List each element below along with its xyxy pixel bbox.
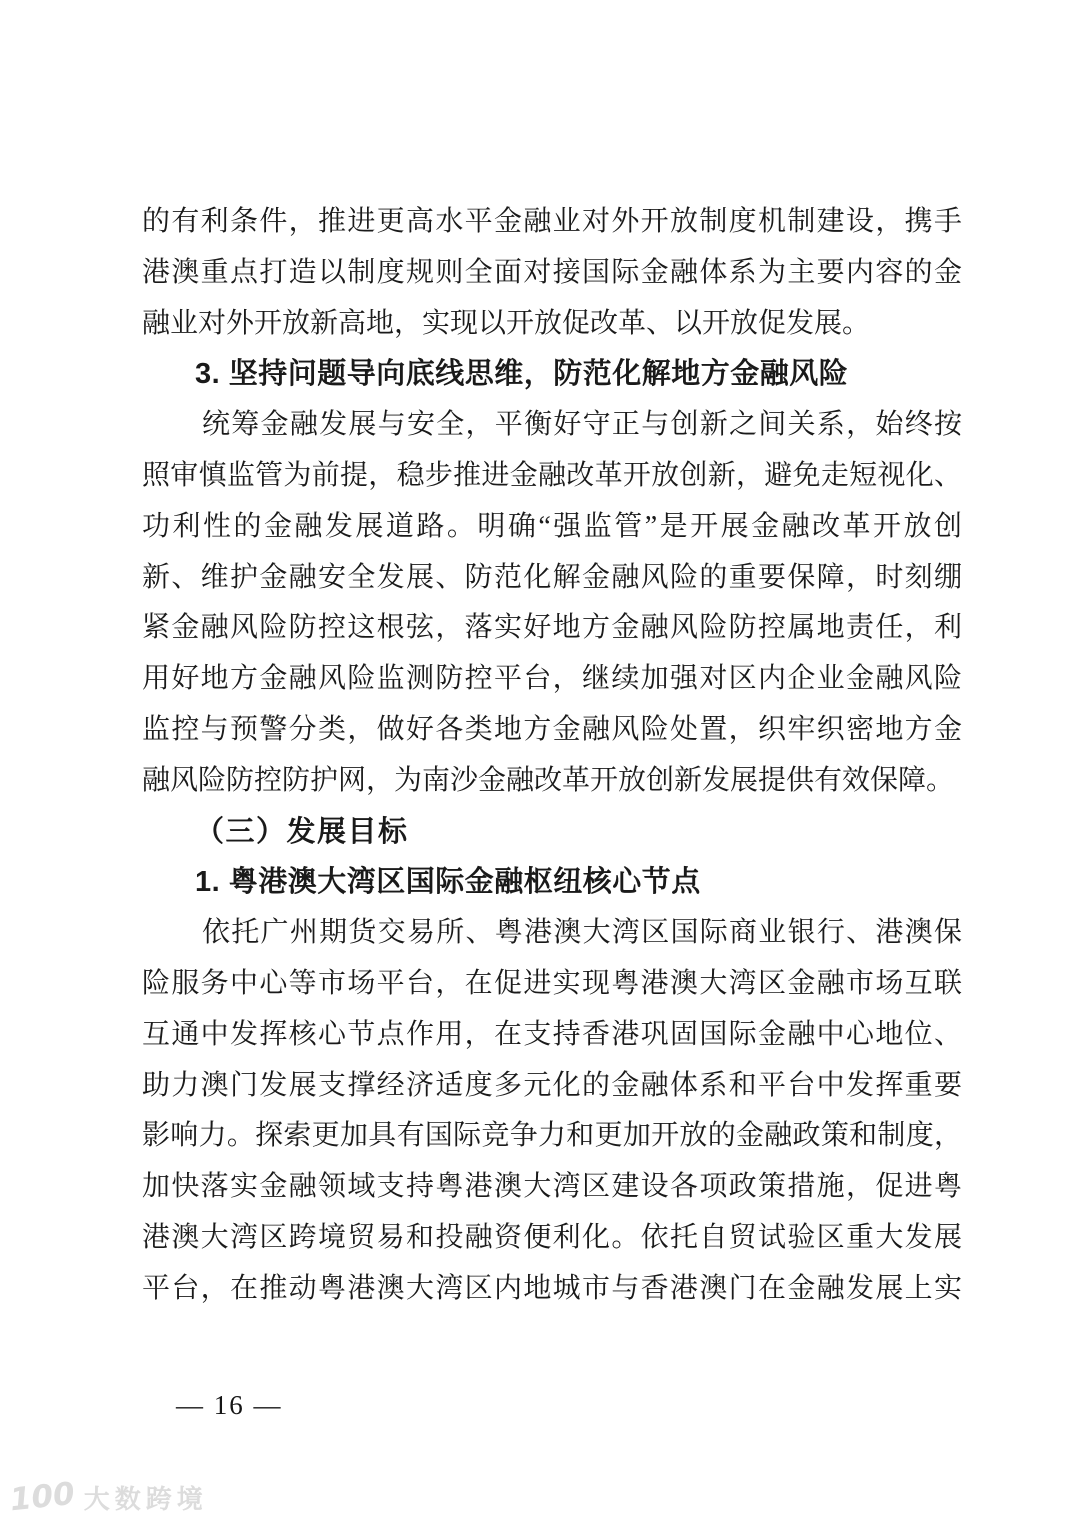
text-line: 的有利条件，推进更高水平金融业对外开放制度机制建设，携手 bbox=[142, 206, 962, 237]
text-line: 加快落实金融领域支持粤港澳大湾区建设各项政策措施，促进粤 bbox=[142, 1171, 962, 1203]
text-line: 照审慎监管为前提，稳步推进金融改革开放创新，避免走短视化、 bbox=[142, 459, 962, 491]
text-line: 港澳重点打造以制度规则全面对接国际金融体系为主要内容的金 bbox=[142, 256, 962, 288]
text-line: 港澳大湾区跨境贸易和投融资便利化。依托自贸试验区重大发展 bbox=[142, 1221, 962, 1253]
watermark-100-logo-icon: 100 bbox=[8, 1475, 77, 1519]
page-number: — 16 — bbox=[176, 1390, 283, 1420]
text-line: 影响力。探索更加具有国际竞争力和更加开放的金融政策和制度， bbox=[142, 1120, 962, 1152]
heading-line: 1. 粤港澳大湾区国际金融枢纽核心节点 bbox=[195, 866, 701, 899]
text-line: 助力澳门发展支撑经济适度多元化的金融体系和平台中发挥重要 bbox=[142, 1069, 962, 1101]
watermark bbox=[8, 1475, 208, 1519]
text-line: 险服务中心等市场平台，在促进实现粤港澳大湾区金融市场互联 bbox=[142, 967, 962, 999]
text-line: 紧金融风险防控这根弦，落实好地方金融风险防控属地责任，利 bbox=[142, 612, 962, 644]
text-line: 融业对外开放新高地，实现以开放促改革、以开放促发展。 bbox=[142, 307, 871, 339]
heading-line: 3. 坚持问题导向底线思维，防范化解地方金融风险 bbox=[195, 358, 849, 391]
text-line: 统筹金融发展与安全，平衡好守正与创新之间关系，始终按 bbox=[202, 409, 962, 441]
text-block bbox=[142, 197, 962, 1315]
text-line: 平台，在推动粤港澳大湾区内地城市与香港澳门在金融发展上实 bbox=[142, 1272, 962, 1304]
text-line: 融风险防控防护网，为南沙金融改革开放创新发展提供有效保障。 bbox=[142, 764, 955, 796]
text-line: 依托广州期货交易所、粤港澳大湾区国际商业银行、港澳保 bbox=[202, 917, 962, 949]
text-line: 新、维护金融安全发展、防范化解金融风险的重要保障，时刻绷 bbox=[142, 561, 962, 593]
heading-line: （三）发展目标 bbox=[195, 815, 409, 848]
text-line: 互通中发挥核心节点作用，在支持香港巩固国际金融中心地位、 bbox=[142, 1018, 962, 1050]
text-line: 用好地方金融风险监测防控平台，继续加强对区内企业金融风险 bbox=[142, 663, 962, 695]
watermark-brand: 大数跨境 bbox=[83, 1485, 208, 1515]
text-line: 功利性的金融发展道路。明确“强监管”是开展金融改革开放创 bbox=[142, 510, 962, 542]
text-line: 监控与预警分类，做好各类地方金融风险处置，织牢织密地方金 bbox=[142, 713, 962, 745]
